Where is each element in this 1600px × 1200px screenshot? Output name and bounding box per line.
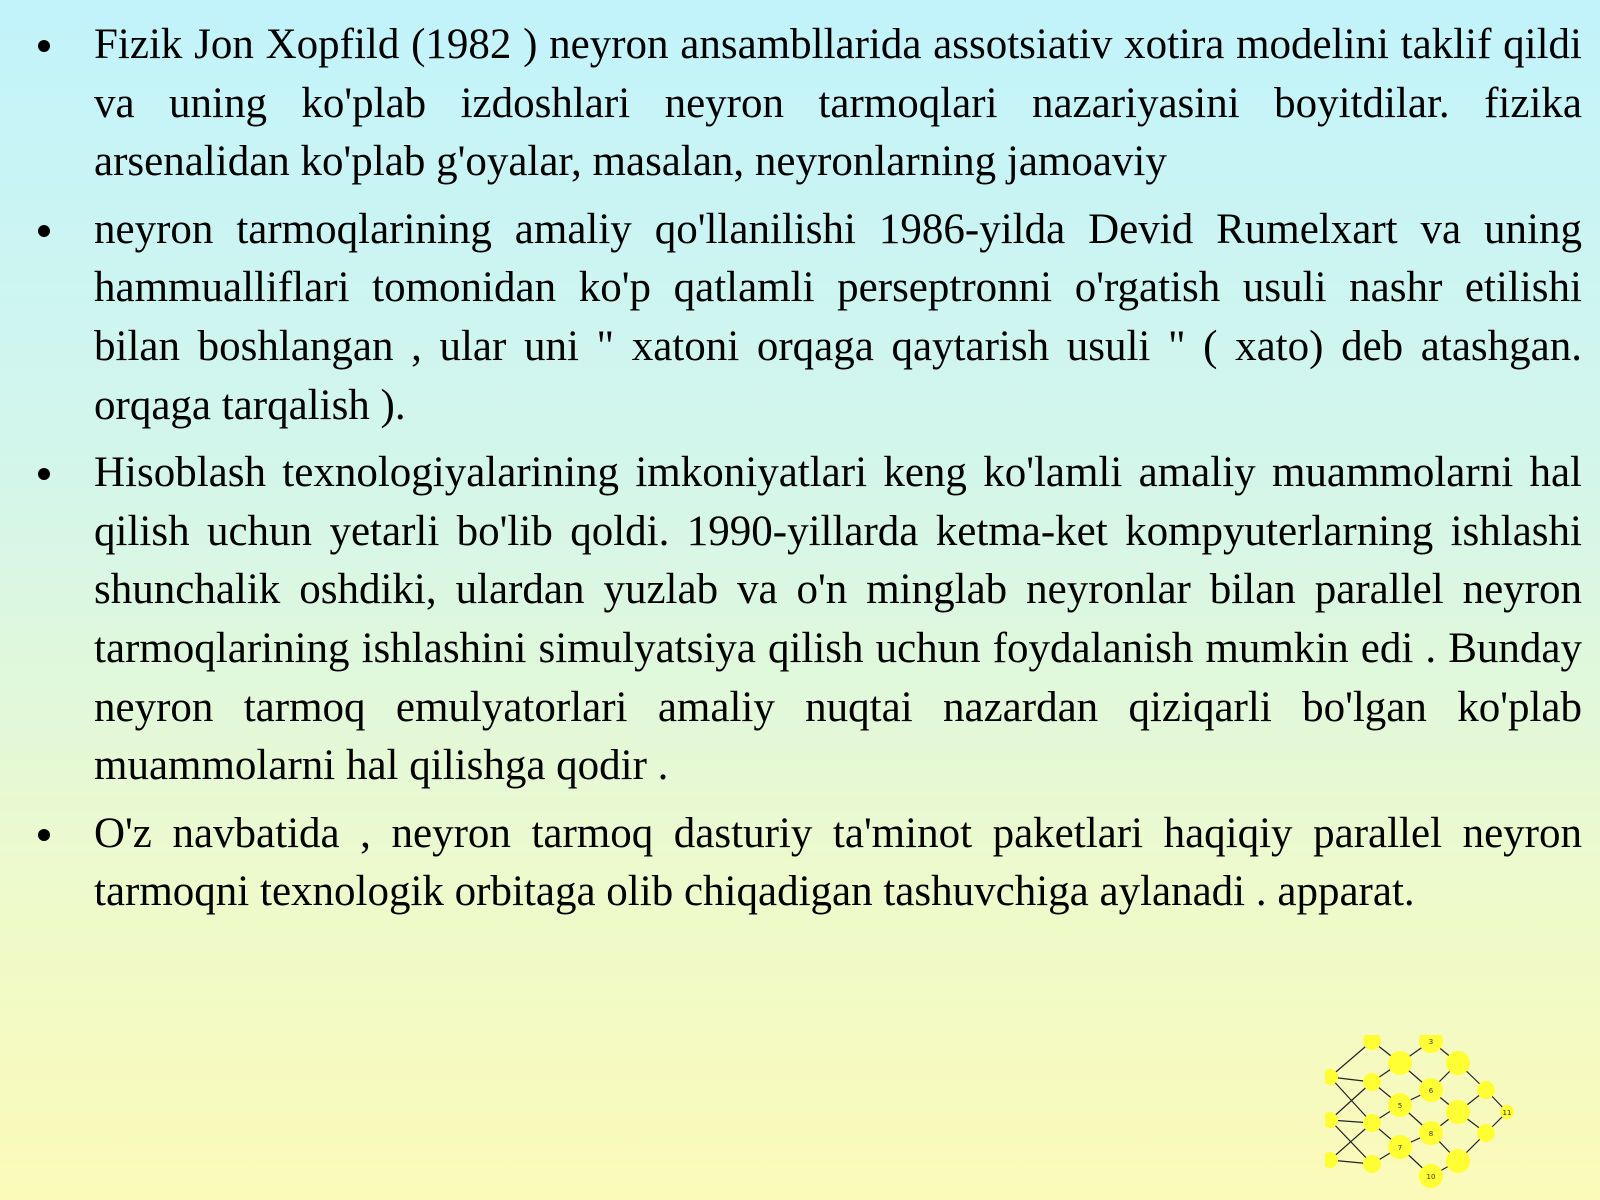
bullet-dot-icon xyxy=(38,225,50,237)
bullet-item xyxy=(30,805,1582,922)
bullet-dot-icon xyxy=(38,40,50,52)
bullet-item xyxy=(30,444,1582,796)
bullet-text: neyron tarmoqlarining amaliy qo'llanilishi 1986-yilda Devid Rumelxart va uning hammualliflari tomonidan ko'p qatlamli perseptronni o'rgatish usuli nashr etilishi bilan boshlangan , ular uni " xatoni orqaga qaytarish usuli " ( xato) deb atashgan. orqaga tarqalish ). xyxy=(94,205,1582,429)
bullet-list xyxy=(30,16,1582,931)
bullet-dot-icon xyxy=(38,468,50,480)
node-label: 10 xyxy=(1426,1173,1436,1181)
network-edges xyxy=(1330,1041,1507,1176)
bullet-text: Hisoblash texnologiyalarining imkoniyatlari keng ko'lamli amaliy muammolarni hal qilish uchun yetarli bo'lib qoldi. 1990-yillarda ketma-ket kompyuterlarning ishlashi shunchalik oshdiki, ulardan yuzlab va o'n minglab neyronlar bilan parallel neyron tarmoqlarining ishlashini simulyatsiya qilish uchun foydalanish mumkin edi . Bunday neyron tarmoq emulyatorlari amaliy nuqtai nazardan qiziqarli bo'lgan ko'plab muammolarni hal qilishga qodir . xyxy=(94,449,1582,790)
bullet-item xyxy=(30,16,1582,192)
node-label: 6 xyxy=(1428,1087,1434,1095)
bullet-text: O'z navbatida , neyron tarmoq dasturiy ta'minot paketlari haqiqiy parallel neyron tarmoqni texnologik orbitaga olib chiqadigan tashuvchiga aylanadi . apparat. xyxy=(94,809,1582,916)
bullet-dot-icon xyxy=(38,829,50,841)
neural-network-diagram xyxy=(1325,1035,1525,1200)
node-label: 3 xyxy=(1428,1038,1434,1046)
node-label: 7 xyxy=(1397,1144,1403,1152)
node-label: 11 xyxy=(1502,1109,1512,1117)
node-label: 8 xyxy=(1428,1130,1434,1138)
bullet-text: Fizik Jon Xopfild (1982 ) neyron ansambllarida assotsiativ xotira modelini taklif qildi va uning ko'plab izdoshlari neyron tarmoqlari nazariyasini boyitdilar. fizika arsenalidan ko'plab g'oyalar, masalan, neyronlarning jamoaviy xyxy=(94,21,1582,186)
bullet-item xyxy=(30,201,1582,435)
node-label: 5 xyxy=(1397,1102,1403,1110)
